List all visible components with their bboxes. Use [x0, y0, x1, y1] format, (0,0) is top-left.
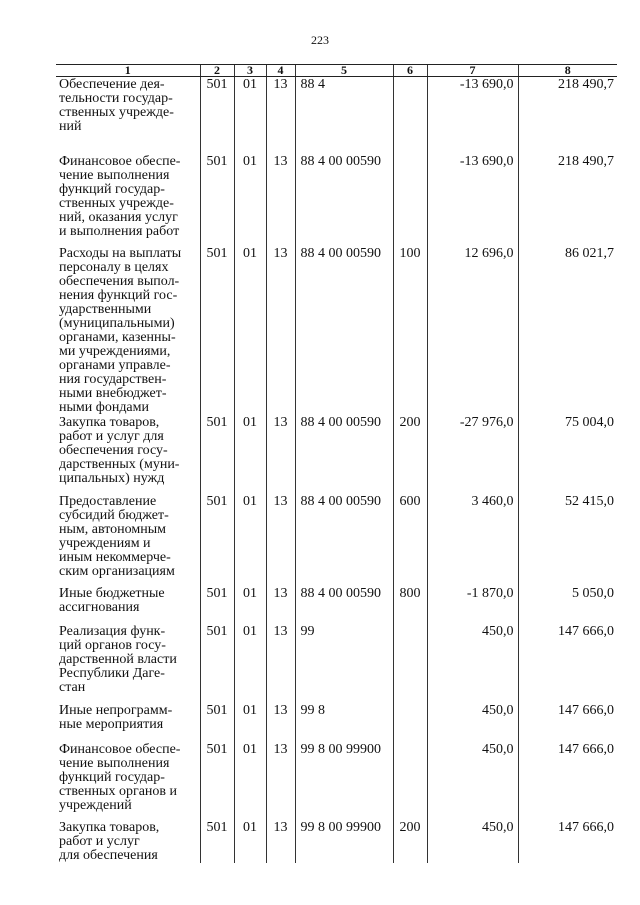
- row-name-line: дарственной власти: [59, 651, 177, 667]
- cell-col7: -1 870,0: [427, 586, 518, 624]
- cell-col6: [393, 742, 427, 820]
- table-row: [56, 820, 617, 863]
- cell-col5: 99 8: [295, 703, 393, 742]
- row-name-cell: [56, 820, 200, 863]
- cell-col5: 88 4 00 00590: [295, 494, 393, 586]
- cell-col4: 13: [266, 742, 295, 820]
- cell-col7: -13 690,0: [427, 154, 518, 246]
- row-name-line: для обеспечения: [59, 847, 158, 863]
- row-name-line: Финансовое обеспе-: [59, 741, 181, 757]
- row-name-line: Обеспечение дея-: [59, 77, 165, 92]
- row-name-line: ственных учрежде-: [59, 195, 174, 211]
- row-name-line: и выполнения работ: [59, 223, 180, 239]
- cell-col3: 01: [234, 703, 266, 742]
- table-row: [56, 246, 617, 415]
- row-name-line: Республики Даге-: [59, 665, 165, 681]
- cell-col6: 200: [393, 415, 427, 494]
- row-name-line: Закупка товаров,: [59, 819, 160, 835]
- cell-col7: 3 460,0: [427, 494, 518, 586]
- cell-col8: 147 666,0: [518, 742, 617, 820]
- row-name-line: ударственными: [59, 301, 152, 317]
- cell-col4: 13: [266, 246, 295, 415]
- table-row: [56, 586, 617, 624]
- cell-col2: 501: [200, 494, 234, 586]
- row-name-line: обеспечения выпол-: [59, 273, 180, 289]
- cell-col4: 13: [266, 703, 295, 742]
- row-name-line: дарственных (муни-: [59, 456, 180, 472]
- cell-col2: 501: [200, 742, 234, 820]
- cell-col5: 88 4: [295, 77, 393, 154]
- cell-col8: 5 050,0: [518, 586, 617, 624]
- table-row: [56, 77, 617, 154]
- row-name-line: функций государ-: [59, 181, 165, 197]
- cell-col3: 01: [234, 494, 266, 586]
- cell-col7: -27 976,0: [427, 415, 518, 494]
- row-name-line: персоналу в целях: [59, 259, 169, 275]
- row-name-cell: [56, 246, 200, 415]
- table-row: [56, 415, 617, 494]
- row-name-line: ственных учрежде-: [59, 105, 174, 120]
- row-name-line: ний: [59, 119, 82, 134]
- cell-col2: 501: [200, 586, 234, 624]
- row-name-cell: [56, 77, 200, 154]
- cell-col7: 12 696,0: [427, 246, 518, 415]
- cell-col7: 450,0: [427, 624, 518, 703]
- row-name-line: органами, казенны-: [59, 329, 176, 345]
- cell-col2: 501: [200, 703, 234, 742]
- row-name-cell: [56, 742, 200, 820]
- cell-col5: 88 4 00 00590: [295, 154, 393, 246]
- row-name-line: тельности государ-: [59, 91, 173, 106]
- cell-col8: 147 666,0: [518, 820, 617, 863]
- row-name-line: субсидий бюджет-: [59, 507, 169, 523]
- row-name-cell: [56, 494, 200, 586]
- cell-col4: 13: [266, 154, 295, 246]
- table-row: [56, 154, 617, 246]
- cell-col2: 501: [200, 415, 234, 494]
- page-number: 223: [311, 33, 329, 47]
- cell-col2: 501: [200, 154, 234, 246]
- cell-col3: 01: [234, 154, 266, 246]
- cell-col3: 01: [234, 77, 266, 154]
- cell-col5: 88 4 00 00590: [295, 415, 393, 494]
- cell-col3: 01: [234, 820, 266, 863]
- row-name-line: чение выполнения: [59, 755, 170, 771]
- row-name-line: ными внебюджет-: [59, 385, 167, 401]
- cell-col5: 88 4 00 00590: [295, 246, 393, 415]
- cell-col3: 01: [234, 624, 266, 703]
- cell-col8: 52 415,0: [518, 494, 617, 586]
- budget-table: [56, 64, 617, 863]
- row-name-line: ским организациям: [59, 563, 175, 579]
- cell-col3: 01: [234, 742, 266, 820]
- cell-col6: [393, 77, 427, 154]
- cell-col7: 450,0: [427, 742, 518, 820]
- row-name-line: учреждений: [59, 797, 132, 813]
- row-name-line: ций органов госу-: [59, 637, 166, 653]
- cell-col4: 13: [266, 494, 295, 586]
- row-name-line: нения функций гос-: [59, 287, 178, 303]
- row-name-line: Расходы на выплаты: [59, 245, 182, 261]
- row-name-line: ний, оказания услуг: [59, 209, 178, 225]
- cell-col8: 86 021,7: [518, 246, 617, 415]
- row-name-cell: [56, 586, 200, 624]
- cell-col2: 501: [200, 624, 234, 703]
- cell-col7: 450,0: [427, 703, 518, 742]
- column-header-2: 2: [200, 65, 234, 77]
- row-name-line: стан: [59, 679, 86, 695]
- row-name-line: Иные непрограмм-: [59, 702, 173, 718]
- cell-col4: 13: [266, 77, 295, 154]
- row-name-cell: [56, 154, 200, 246]
- cell-col2: 501: [200, 77, 234, 154]
- row-name-cell: [56, 415, 200, 494]
- cell-col4: 13: [266, 624, 295, 703]
- cell-col5: 99: [295, 624, 393, 703]
- cell-col8: 218 490,7: [518, 77, 617, 154]
- column-header-6: 6: [393, 65, 427, 77]
- row-name-line: ные мероприятия: [59, 716, 164, 732]
- cell-col6: [393, 624, 427, 703]
- column-header-1: 1: [56, 65, 200, 77]
- row-name-line: ми учреждениями,: [59, 343, 171, 359]
- cell-col8: 218 490,7: [518, 154, 617, 246]
- cell-col4: 13: [266, 586, 295, 624]
- row-name-line: ными фондами: [59, 399, 150, 415]
- table-row: [56, 742, 617, 820]
- row-name-line: ственных органов и: [59, 783, 178, 799]
- row-name-cell: [56, 624, 200, 703]
- cell-col5: 88 4 00 00590: [295, 586, 393, 624]
- row-name-line: Финансовое обеспе-: [59, 153, 181, 169]
- cell-col5: 99 8 00 99900: [295, 820, 393, 863]
- cell-col6: 600: [393, 494, 427, 586]
- cell-col6: 100: [393, 246, 427, 415]
- row-name-line: органами управле-: [59, 357, 171, 373]
- cell-col4: 13: [266, 820, 295, 863]
- table-row: [56, 703, 617, 742]
- row-name-line: иным некоммерче-: [59, 549, 171, 565]
- cell-col4: 13: [266, 415, 295, 494]
- cell-col8: 147 666,0: [518, 703, 617, 742]
- cell-col8: 75 004,0: [518, 415, 617, 494]
- cell-col6: 800: [393, 586, 427, 624]
- cell-col3: 01: [234, 586, 266, 624]
- column-header-7: 7: [427, 65, 518, 77]
- column-header-4: 4: [266, 65, 295, 77]
- cell-col3: 01: [234, 415, 266, 494]
- cell-col3: 01: [234, 246, 266, 415]
- column-header-3: 3: [234, 65, 266, 77]
- header-row: [56, 65, 617, 77]
- row-name-line: Предоставление: [59, 493, 157, 509]
- cell-col8: 147 666,0: [518, 624, 617, 703]
- row-name-line: ния государствен-: [59, 371, 167, 387]
- row-name-line: учреждениям и: [59, 535, 151, 551]
- cell-col6: [393, 703, 427, 742]
- table-row: [56, 624, 617, 703]
- row-name-line: Закупка товаров,: [59, 414, 160, 430]
- row-name-line: ципальных) нужд: [59, 470, 165, 486]
- row-name-line: (муниципальными): [59, 315, 175, 331]
- column-header-5: 5: [295, 65, 393, 77]
- cell-col2: 501: [200, 820, 234, 863]
- cell-col2: 501: [200, 246, 234, 415]
- row-name-line: чение выполнения: [59, 167, 170, 183]
- cell-col7: -13 690,0: [427, 77, 518, 154]
- row-name-line: ассигнования: [59, 599, 140, 615]
- row-name-line: работ и услуг для: [59, 428, 164, 444]
- row-name-line: Иные бюджетные: [59, 585, 165, 601]
- row-name-line: Реализация функ-: [59, 623, 166, 639]
- row-name-line: функций государ-: [59, 769, 165, 785]
- row-name-line: обеспечения госу-: [59, 442, 168, 458]
- table-row: [56, 494, 617, 586]
- row-name-line: работ и услуг: [59, 833, 140, 849]
- column-header-8: 8: [518, 65, 617, 77]
- cell-col6: 200: [393, 820, 427, 863]
- cell-col5: 99 8 00 99900: [295, 742, 393, 820]
- cell-col7: 450,0: [427, 820, 518, 863]
- cell-col6: [393, 154, 427, 246]
- row-name-line: ным, автономным: [59, 521, 167, 537]
- row-name-cell: [56, 703, 200, 742]
